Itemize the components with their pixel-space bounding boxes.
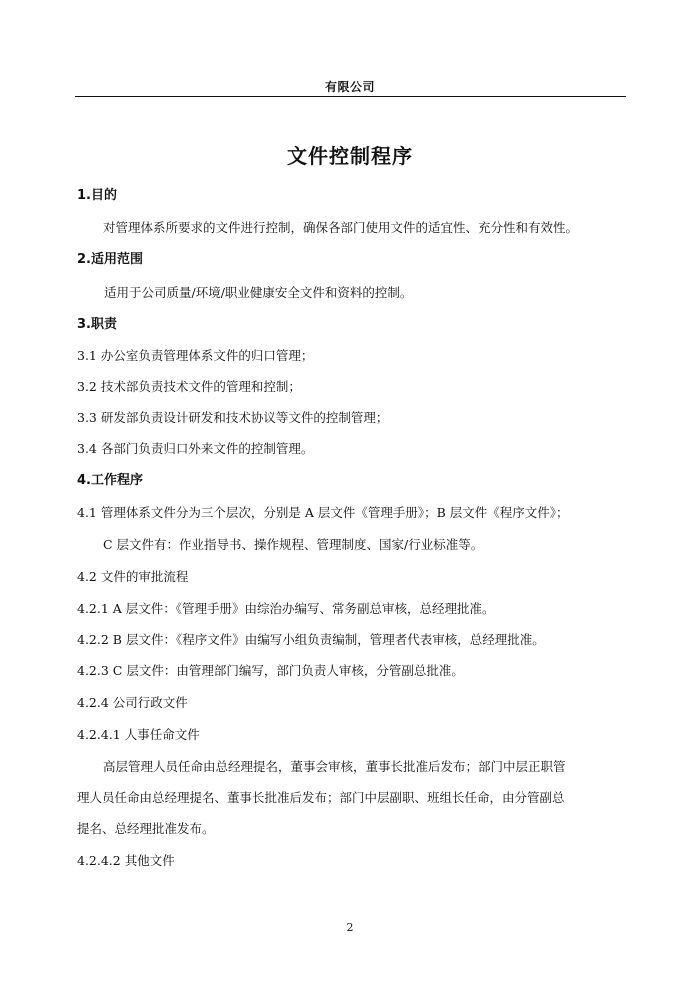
section-3-item-4: 3.4 各部门负责归口外来文件的控制管理。: [77, 441, 314, 456]
clause-4-2-3: 4.2.3 C 层文件：由管理部门编写，部门负责人审核，分管副总批准。: [77, 663, 464, 678]
clause-4-2-4-1-body-line-2: 理人员任命由总经理提名、董事长批准后发布；部门中层副职、班组长任命，由分管副总: [77, 790, 565, 805]
section-1-text: 对管理体系所要求的文件进行控制，确保各部门使用文件的适宜性、充分性和有效性。: [103, 220, 579, 235]
header-company-name: 有限公司: [324, 80, 375, 94]
clause-4-1-line-1: 4.1 管理体系文件分为三个层次，分别是 A 层文件《管理手册》；B 层文件《程序文件》；: [77, 505, 569, 520]
section-4-heading: 4.工作程序: [77, 473, 143, 488]
clause-4-2-4-1: 4.2.4.1 人事任命文件: [77, 727, 200, 742]
section-3-item-2: 3.2 技术部负责技术文件的管理和控制；: [77, 379, 301, 394]
section-2-heading: 2.适用范围: [77, 252, 143, 267]
clause-4-2-1: 4.2.1 A 层文件：《管理手册》由综治办编写、常务副总审核，总经理批准。: [77, 601, 495, 616]
clause-4-1-line-2: C 层文件有：作业指导书、操作规程、管理制度、国家/行业标准等。: [103, 537, 484, 552]
clause-4-2: 4.2 文件的审批流程: [77, 569, 189, 584]
page-number: 2: [346, 921, 354, 934]
section-3-heading: 3.职责: [77, 317, 117, 332]
clause-4-2-2: 4.2.2 B 层文件：《程序文件》由编写小组负责编制，管理者代表审核，总经理批准。: [77, 632, 545, 647]
header-divider: [75, 96, 626, 97]
document-title: 文件控制程序: [287, 144, 413, 168]
section-3-item-3: 3.3 研发部负责设计研发和技术协议等文件的控制管理；: [77, 410, 389, 425]
clause-4-2-4-1-body-line-1: 高层管理人员任命由总经理提名，董事会审核，董事长批准后发布；部门中层正职管: [103, 759, 566, 774]
section-1-heading: 1.目的: [77, 188, 117, 203]
section-3-item-1: 3.1 办公室负责管理体系文件的归口管理；: [77, 348, 314, 363]
clause-4-2-4-1-body-line-3: 提名、总经理批准发布。: [77, 821, 215, 836]
clause-4-2-4: 4.2.4 公司行政文件: [77, 695, 188, 710]
clause-4-2-4-2: 4.2.4.2 其他文件: [77, 853, 175, 868]
section-2-text: 适用于公司质量/环境/职业健康安全文件和资料的控制。: [104, 285, 413, 300]
